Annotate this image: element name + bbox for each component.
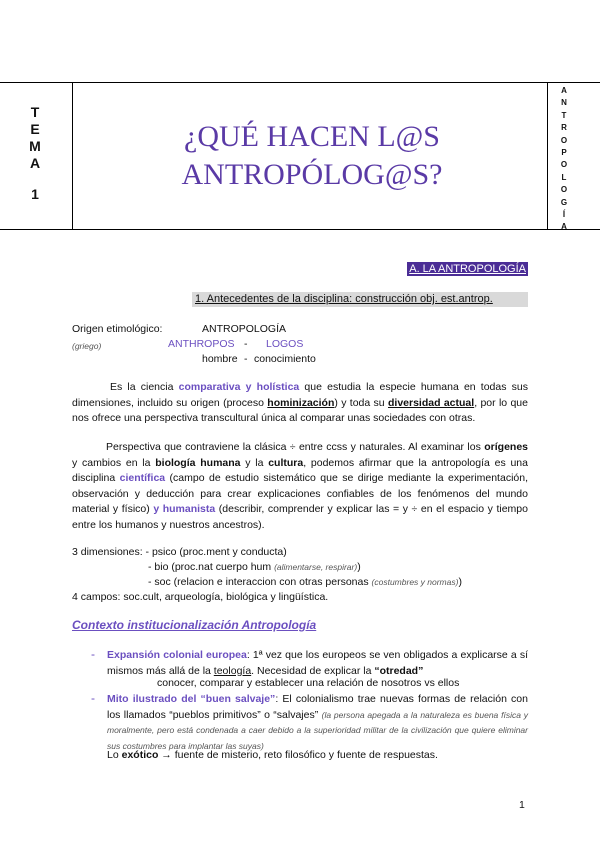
text: Es la ciencia: [110, 381, 179, 393]
highlight-term: científica: [119, 472, 166, 484]
text: , podemos afirmar que la antropología es una disciplina: [72, 456, 528, 484]
fields-line: 4 campos: soc.cult, arqueología, biológica y lingüística.: [72, 591, 329, 603]
etymology-root-dash: -: [244, 338, 248, 350]
header-divider-right: [547, 82, 548, 229]
key-term: “otredad”: [374, 664, 424, 677]
side-letter: P: [561, 148, 567, 158]
text: (campo de estudio sistemático que se dirige mediante la experimentación, observación y deducción para crear explicaciones confiables de los fenómenos del mundo material y físico): [72, 472, 528, 515]
text: ): [458, 576, 462, 588]
text: , por lo que nos ofrece una perspectiva transcultural única al comparar unas sociedades con otras.: [72, 396, 528, 424]
text: Perspectiva que contraviene la clásica ÷ entre ccss y naturales. Al examinar los: [106, 441, 485, 453]
text: (describir, comprender y explicar las = y ÷ en el espacio y tiempo entre los humanos y nuestros ancestros).: [72, 503, 528, 531]
page-number: 1: [519, 799, 525, 811]
text: y cambios en la: [72, 456, 156, 469]
side-letter: Í: [562, 210, 566, 220]
header-divider-left: [72, 82, 73, 229]
side-letter: A: [561, 222, 567, 232]
etymology-meaning-dash: -: [244, 353, 248, 365]
highlight-term: comparativa y holística: [178, 381, 300, 393]
dimensions-line-1: 3 dimensiones: - psico (proc.ment y conducta): [72, 546, 287, 558]
text: - soc (relacion e interaccion con otras personas: [148, 576, 372, 588]
highlight-term: Expansión colonial europea: [107, 649, 247, 661]
section-1-heading: [192, 292, 528, 307]
tema-letter: T: [30, 104, 40, 120]
text: que estudia la especie humana en todas sus dimensiones, incluido su origen (proceso: [72, 381, 528, 409]
text: ): [357, 561, 361, 573]
side-letter: N: [561, 98, 567, 108]
side-letter: R: [561, 123, 567, 133]
key-term: biología humana: [155, 456, 241, 469]
side-letter: A: [561, 86, 567, 95]
header-top-border: [0, 82, 600, 83]
section-a-heading: A. LA ANTROPOLOGÍA: [409, 263, 526, 275]
text: . Necesidad de explicar la: [251, 664, 375, 677]
etymology-root-2: LOGOS: [266, 338, 304, 350]
side-letter: L: [561, 172, 567, 182]
key-term: exótico: [121, 749, 159, 761]
bullet-dash: -: [91, 647, 95, 661]
bullet-dash: -: [91, 691, 95, 705]
text: : El colonialismo trae nuevas formas de relación con los llamados “pueblos primitivos” o “salvajes”: [107, 693, 528, 721]
key-term: diversidad actual: [387, 396, 475, 409]
etymology-meaning-1: hombre: [202, 353, 238, 365]
key-term: orígenes: [484, 441, 528, 453]
key-term: cultura: [268, 456, 304, 469]
side-letter: T: [561, 110, 567, 120]
etymology-meaning-2: conocimiento: [254, 353, 316, 365]
page-title-line-2: ANTROPÓLOG@S?: [181, 158, 443, 191]
bullet-colonial-expansion: [107, 648, 528, 679]
note: (alimentarse, respirar): [274, 562, 358, 572]
etymology-root-1: ANTHROPOS: [168, 338, 235, 350]
context-heading: Contexto institucionalización Antropología: [72, 618, 317, 632]
side-letter: G: [560, 197, 568, 207]
key-term: hominización: [267, 396, 335, 409]
note: (costumbres y normas): [371, 577, 459, 587]
highlight-term: y humanista: [153, 503, 216, 515]
side-letter: O: [560, 160, 568, 170]
note: (la persona apegada a la naturaleza es buena física y moralmente, pero está condenada a caer debido a la superioridad militar de la civilización que quiere eliminar sus costumbres para implantar las suyas): [107, 709, 529, 751]
etymology-label: Origen etimológico:: [72, 323, 163, 335]
tema-letter: A: [29, 155, 41, 171]
side-vertical-label: [556, 85, 572, 234]
etymology-word: ANTROPOLOGÍA: [202, 323, 287, 335]
text: Lo: [107, 749, 122, 761]
text: y la: [240, 456, 269, 469]
dimensions-line-3: [148, 575, 462, 591]
tema-number: 1: [31, 186, 39, 202]
text: → fuente de misterio, reto filosófico y fuente de respuestas.: [158, 749, 438, 761]
perspective-paragraph: [72, 440, 528, 533]
tema-label: [24, 104, 46, 203]
etymology-language: (griego): [72, 341, 102, 351]
definition-paragraph: [72, 380, 528, 427]
text: : 1ª vez que los europeos se ven obligados a explicarse a sí mismos más allá de la: [107, 649, 528, 677]
highlight-term: Mito ilustrado del “buen salvaje”: [107, 693, 276, 705]
text: - bio (proc.nat cuerpo hum: [148, 561, 275, 573]
tema-letter: E: [30, 121, 40, 137]
page-title-line-1: ¿QUÉ HACEN L@S: [184, 120, 440, 153]
key-term: teología: [213, 664, 252, 677]
side-letter: O: [560, 135, 568, 145]
bullet-noble-savage: [107, 692, 528, 754]
side-letter: O: [560, 185, 568, 195]
text: ) y toda su: [334, 396, 388, 409]
tema-letter: M: [29, 138, 41, 154]
exotic-line: [107, 748, 438, 764]
header-bottom-border: [0, 229, 600, 230]
bullet-colonial-continuation: conocer, comparar y establecer una relación de nosotros vs ellos: [157, 677, 460, 689]
section-1-heading-text: 1. Antecedentes de la disciplina: construcción obj. est.antrop.: [195, 293, 493, 305]
dimensions-line-2: [148, 560, 361, 576]
